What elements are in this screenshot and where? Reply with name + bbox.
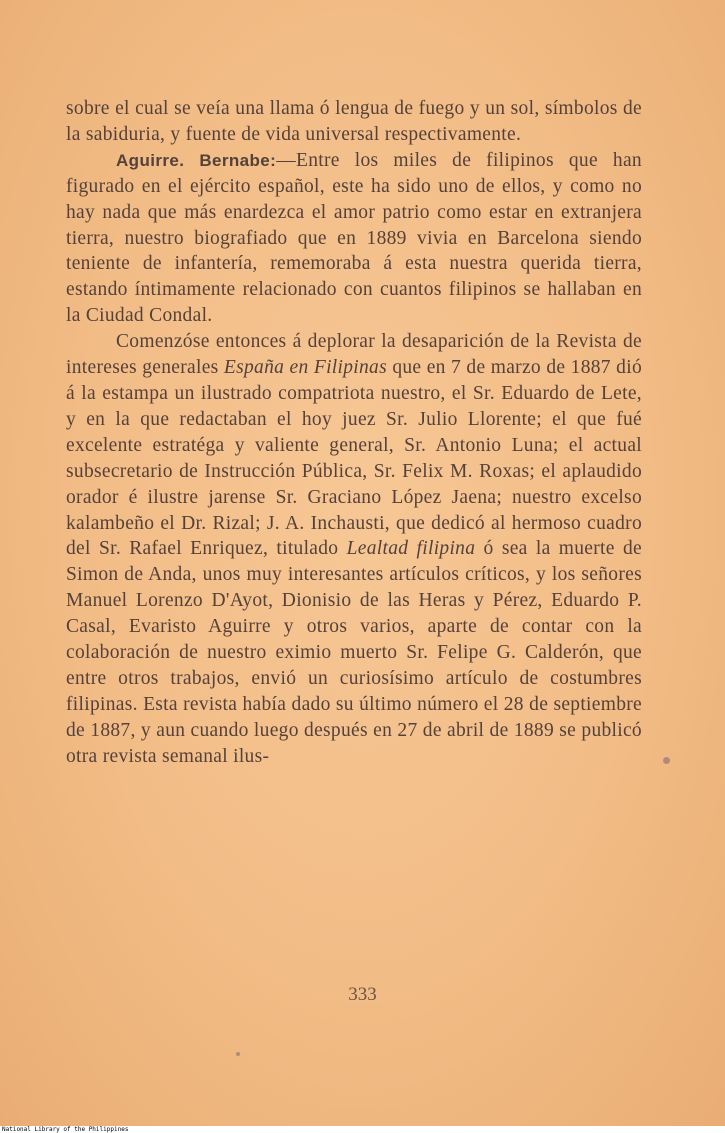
paragraph-1: sobre el cual se veía una llama ó lengua de fuego y un sol, símbolos de la sabiduria, y fuente de vida universal respectivamente. (66, 98, 642, 145)
body-text (66, 96, 642, 770)
paragraph-3-part-b: que en 7 de marzo de 1887 dió á la estampa un ilustrado compatriota nuestro, el Sr. Eduardo de Lete, y en la que redactaban el hoy juez Sr. Julio Llorente; el que fué excelente estratéga y valiente general, Sr. Antonio Luna; el actual subsecretario de Instrucción Pública, Sr. Felix M. Roxas; el aplaudido orador é ilustre jarense Sr. Graciano López Jaena; nuestro excelso kalambeño el Dr. Rizal; J. A. Inchausti, que dedicó al hermoso cuadro del Sr. Rafael Enriquez, titulado (66, 357, 642, 560)
journal-title: España en Filipinas (223, 357, 387, 379)
paragraph-3-part-c: ó sea la muerte de Simon de Anda, unos muy interesantes artículos críticos, y los señores Manuel Lorenzo D'Ayot, Dionisio de las Heras y Pérez, Eduardo P. Casal, Evaristo Aguirre y otros varios, aparte de contar con la colaboración de nuestro eximio muerto Sr. Felipe G. Calderón, que entre otros trabajos, envió un curiosísimo artículo de costumbres filipinas. Esta revista había dado su último número el 28 de septiembre de 1887, y aun cuando luego después en 27 de abril de 1889 se publicó otra revista semanal ilus- (66, 538, 642, 767)
painting-title: Lealtad filipina (346, 538, 476, 560)
entry-text: —Entre los miles de filipinos que han figurado en el ejército español, este ha sido uno de ellos, y como no hay nada que más enardezca el amor patrio como estar en extranjera tierra, nuestro biografiado que en 1889 vivia en Barcelona siendo teniente de infantería, rememoraba á esta nuestra querida tierra, estando íntimamente relacionado con cuantos filipinos se hallaban en la Ciudad Condal. (66, 149, 642, 327)
entry-name: Aguirre. Bernabe: (116, 150, 277, 170)
library-credit: National Library of the Philippines (2, 1126, 129, 1133)
paragraph-3 (66, 329, 642, 769)
paragraph-3-part-a: Comenzóse entonces á deplorar la desaparición de la Revista de intereses generales (66, 331, 642, 379)
page-number: 333 (348, 984, 377, 1005)
ink-speck (663, 757, 670, 764)
ink-speck (236, 1052, 240, 1056)
paragraph-2 (66, 148, 642, 329)
